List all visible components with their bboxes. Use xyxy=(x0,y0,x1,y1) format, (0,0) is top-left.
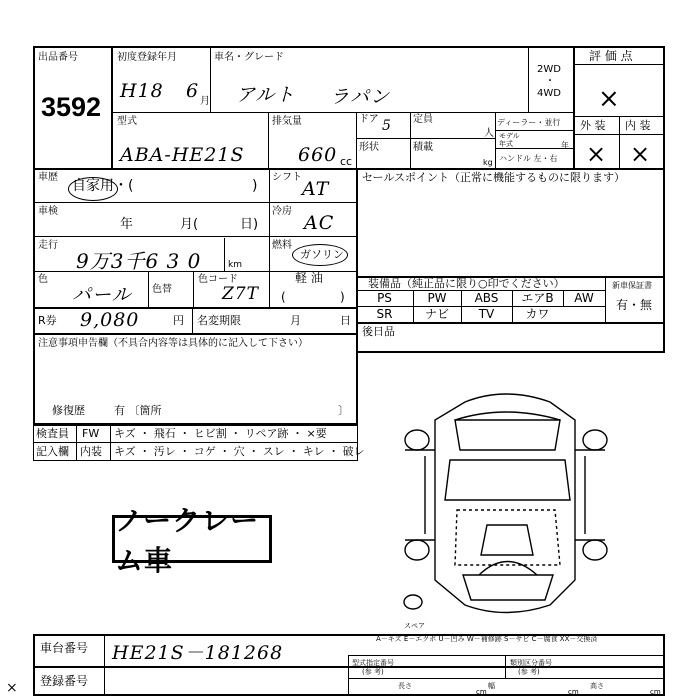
equip-sr: SR xyxy=(376,307,393,321)
drive-2wd: 2WD xyxy=(537,64,561,75)
equipment-label: 装備品（純正品に限り○印でください） xyxy=(368,277,565,290)
divider xyxy=(348,655,665,656)
fuel-gasoline: ガソリン xyxy=(300,248,344,261)
divider xyxy=(224,238,225,271)
divider xyxy=(35,202,356,203)
fuel-label: 燃料 xyxy=(272,240,292,251)
fuel-circle xyxy=(292,244,348,266)
divider xyxy=(33,442,358,443)
exterior-label: 外 装 xyxy=(580,119,606,132)
load-unit: kg xyxy=(483,158,493,167)
no-claim-stamp: ノークレーム車 xyxy=(112,515,272,563)
recycle-label: R券 xyxy=(38,314,57,327)
first-reg-label: 初度登録年月 xyxy=(117,52,177,63)
first-reg-year: H18 xyxy=(120,80,164,102)
dealer-label: ディーラー・並行 xyxy=(497,118,561,127)
equip-airbag: エアB xyxy=(521,291,554,305)
equip-navi: ナビ xyxy=(424,307,449,321)
drive-4wd: 4WD xyxy=(537,88,561,99)
width-label: 幅 xyxy=(488,682,495,690)
type-ref-label: (参 考) xyxy=(362,668,384,676)
year-unit: 年 xyxy=(561,141,569,150)
inspection-day: 日) xyxy=(240,217,259,232)
divider xyxy=(619,116,620,169)
first-reg-month: 6 xyxy=(186,80,200,102)
divider xyxy=(528,48,529,112)
inspection-label: 車検 xyxy=(38,206,58,217)
chassis-value: HE21S－181268 xyxy=(112,642,284,664)
equip-leather: カワ xyxy=(525,307,550,321)
repair-close: 〕 xyxy=(338,404,349,417)
class-ref-label: (参 考) xyxy=(518,668,540,676)
score-label: 評 価 点 xyxy=(589,49,633,63)
height-unit: cm xyxy=(650,688,661,696)
exterior-mark: × xyxy=(586,140,608,168)
notes-label: 注意事項申告欄（不具合内容等は具体的に記入して下さい） xyxy=(38,338,308,349)
load-label: 積載 xyxy=(413,142,433,153)
divider xyxy=(269,170,270,307)
corner-mark: × xyxy=(6,680,19,696)
divider xyxy=(104,634,105,696)
aircon-value: AC xyxy=(304,212,335,234)
chassis-label: 車台番号 xyxy=(40,641,89,655)
length-unit: cm xyxy=(476,688,487,696)
interior-mark: × xyxy=(630,140,652,168)
lot-number: 3592 xyxy=(41,92,102,122)
divider xyxy=(495,112,496,169)
inspector-ext-items: キズ ・ 飛石 ・ ヒビ割 ・ リペア跡 ・ ×要 xyxy=(114,427,327,440)
class-no-label: 類別区分番号 xyxy=(510,659,552,667)
expiry-month: 月 xyxy=(290,314,301,327)
first-reg-month-unit: 月 xyxy=(200,96,210,107)
registration-label: 登録番号 xyxy=(40,674,89,688)
shift-value: AT xyxy=(302,178,330,200)
car-history-label: 車歴 xyxy=(38,172,58,183)
door-value: 5 xyxy=(382,118,392,134)
inspector-naiso: 内装 xyxy=(80,445,102,458)
displacement-value: 660 xyxy=(298,144,338,166)
height-label: 高さ xyxy=(590,682,604,690)
divider xyxy=(356,112,357,169)
model-label: 型式 xyxy=(117,116,137,127)
score-mark: × xyxy=(598,84,621,114)
divider xyxy=(356,138,495,139)
type-no-label: 型式指定番号 xyxy=(352,659,394,667)
displacement-unit: cc xyxy=(340,155,353,168)
aftermarket-box xyxy=(356,322,665,353)
mileage-value: 9万3千6 3 0 xyxy=(76,249,202,273)
wheel-rear-left-icon xyxy=(405,540,429,560)
divider xyxy=(505,655,506,678)
fuel-close: ) xyxy=(340,290,345,304)
color-change-label: 色替 xyxy=(152,284,172,295)
divider xyxy=(148,271,149,307)
divider xyxy=(268,112,269,169)
equip-ps: PS xyxy=(377,291,392,305)
mileage-label: 走行 xyxy=(38,240,58,251)
wheel-rear-right-icon xyxy=(583,540,607,560)
wheel-front-left-icon xyxy=(405,430,429,450)
fuel-open: ( xyxy=(281,290,286,304)
inspection-year: 年 xyxy=(120,217,134,232)
wheel-front-right-icon xyxy=(583,430,607,450)
divider xyxy=(348,655,349,696)
warranty-value: 有・無 xyxy=(616,298,653,312)
divider xyxy=(193,271,194,307)
lot-label: 出品番号 xyxy=(38,52,78,63)
color-label: 色 xyxy=(38,274,48,285)
expiry-label: 名変期限 xyxy=(197,314,241,327)
door-label: ドア xyxy=(359,114,379,125)
legend: A－キズ E－エクボ U－凹み W－補修跡 S－サビ C－腐食 XX－交換済 xyxy=(376,635,598,643)
shape-label: 形状 xyxy=(359,142,379,153)
divider xyxy=(573,48,575,169)
expiry-day: 日 xyxy=(340,314,351,327)
divider xyxy=(348,678,665,679)
car-body-outline xyxy=(405,394,605,613)
repair-value: 有 〔箇所 xyxy=(114,404,162,417)
capacity-label: 定員 xyxy=(413,114,433,125)
model-value: ABA-HE21S xyxy=(120,144,245,166)
spare-tire-icon xyxy=(404,595,422,609)
length-label: 長さ xyxy=(398,682,412,690)
divider xyxy=(110,425,111,461)
equip-pw: PW xyxy=(427,291,447,305)
color-code-label: 色コード xyxy=(198,274,238,285)
recycle-unit: 円 xyxy=(173,314,184,327)
divider xyxy=(113,112,573,113)
interior-label: 内 装 xyxy=(625,119,651,132)
equip-aw: AW xyxy=(574,291,594,305)
aftermarket-label: 後日品 xyxy=(362,325,395,338)
inspector-label-2: 記入欄 xyxy=(36,445,69,458)
warranty-label: 新車保証書 xyxy=(612,281,652,290)
fuel-diesel: 軽 油 xyxy=(295,271,323,285)
divider xyxy=(76,425,77,461)
inspector-label-1: 検査員 xyxy=(36,427,69,440)
shift-label: シフト xyxy=(272,172,302,183)
car-name-label: 車名・グレード xyxy=(214,52,284,63)
displacement-label: 排気量 xyxy=(272,116,302,127)
sales-point-box xyxy=(356,168,665,278)
divider xyxy=(573,64,665,65)
capacity-unit: 人 xyxy=(484,128,494,139)
handle-label: ハンドル 左・右 xyxy=(499,154,558,163)
divider xyxy=(605,278,606,323)
inspection-month: 月( xyxy=(180,217,199,232)
car-history-value: 自家用・( xyxy=(72,178,134,194)
mileage-unit: km xyxy=(228,260,242,270)
car-grade: ラパン xyxy=(330,86,391,108)
divider xyxy=(192,309,193,333)
recycle-value: 9,080 xyxy=(80,309,140,331)
color-value: パール xyxy=(72,284,132,306)
color-code: Z7T xyxy=(222,284,259,304)
car-name: アルト xyxy=(236,84,296,106)
divider xyxy=(210,48,211,112)
car-history-close: ) xyxy=(252,178,258,194)
repair-label: 修復歴 xyxy=(52,404,85,417)
car-history-circle xyxy=(68,177,118,201)
inspector-fw: FW xyxy=(82,427,100,440)
divider xyxy=(33,666,665,668)
divider xyxy=(495,130,573,131)
drive-dot: ・ xyxy=(545,76,555,87)
equip-tv: TV xyxy=(478,307,495,321)
width-unit: cm xyxy=(568,688,579,696)
equip-abs: ABS xyxy=(474,291,499,305)
divider xyxy=(410,112,411,169)
model-year-label: モデル 年式 xyxy=(499,132,520,148)
divider xyxy=(35,236,356,237)
aircon-label: 冷房 xyxy=(272,206,292,217)
spare-label: スペア xyxy=(404,622,425,630)
sales-point-label: セールスポイント（正常に機能するものに限ります） xyxy=(362,171,626,184)
car-diagram xyxy=(395,380,665,625)
inspector-int-items: キズ ・ 汚レ ・ コゲ ・ 穴 ・ スレ ・ キレ ・ 破レ xyxy=(114,445,365,458)
